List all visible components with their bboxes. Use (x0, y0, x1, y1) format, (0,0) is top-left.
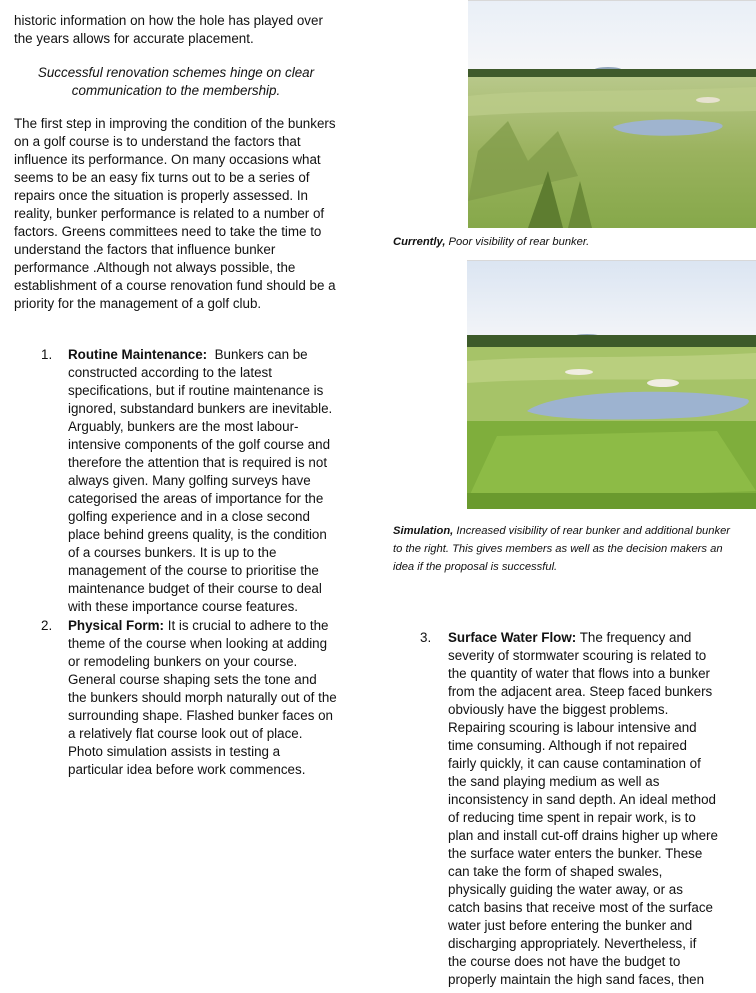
list-item-routine-maintenance (41, 346, 341, 616)
caption-text: Increased visibility of rear bunker and additional bunker to the right. This gives members as well as the decision makers an idea if the proposal is successful. (393, 525, 731, 573)
pull-quote: Successful renovation schemes hinge on clear communication to the membership. (37, 65, 315, 98)
list-item-physical-form (41, 617, 341, 787)
list-body (448, 629, 718, 989)
list-heading: Surface Water Flow: (448, 630, 577, 645)
list-number: 1. (41, 347, 53, 362)
list-number: 3. (420, 630, 432, 645)
photo-current (468, 0, 756, 228)
list-heading: Routine Maintenance: (68, 347, 208, 362)
list-number: 2. (41, 618, 53, 633)
photo-simulation (467, 260, 756, 509)
intro-continuation: historic information on how the hole has played over the years allows for accurate placement. (14, 13, 323, 46)
list-body (68, 617, 338, 779)
caption-simulation (393, 522, 733, 576)
course-photo-simulation-image (467, 261, 756, 509)
list-text: The frequency and severity of stormwater scouring is related to the quantity of water that flows into a bunker from the adjacent area. Steep faced bunkers obviously have the biggest problems. Repairing scouring is labour intensive and time consuming. Although if not repaired fairly quickly, it can cause contamination of the sand playing medium as well as inconsistency in sand depth. An ideal method of reducing time spent in repair work, is to plan and install cut-off drains higher up where the surface water enters the bunker. These can take the form of shaped swales, physically guiding the water away, or as catch basins that receive most of the surface water just before entering the bunker and discharging appropriately. Nevertheless, if the course does not have the budget to properly maintain the high sand faces, then (448, 630, 718, 987)
list-heading: Physical Form: (68, 618, 164, 633)
caption-current (393, 233, 753, 251)
list-item-surface-water-flow (420, 629, 720, 993)
caption-text: Poor visibility of rear bunker. (448, 236, 590, 248)
list-body (68, 346, 338, 616)
list-text: It is crucial to adhere to the theme of the course when looking at adding or remodeling bunkers on your course. General course shaping sets the tone and the bunkers should morph naturally out of the surrounding shape. Flashed bunker faces on a relatively flat course look out of place. Photo simulation assists in testing a particular idea before work commences. (68, 618, 337, 777)
caption-label: Currently, (393, 236, 446, 248)
course-photo-current-image (468, 1, 756, 228)
list-text: Bunkers can be constructed according to the latest specifications, but if routine maintenance is ignored, substandard bunkers are inevitable. Arguably, bunkers are the most labour-intensive components of the golf course and therefore the attention that is required is not always given. Many golfing surveys have categorised the areas of importance for the golfing experience and in a close second place behind greens quality, is the condition of a courses bunkers. It is up to the management of the course to prioritise the maintenance budget of their course to deal with these importance course features. (68, 347, 333, 614)
caption-label: Simulation, (393, 525, 454, 537)
intro-paragraph: The first step in improving the condition of the bunkers on a golf course is to understand the factors that influence its performance. On many occasions what seems to be an easy fix turns out to be a series of repairs once the situation is properly assessed. In reality, bunker performance is related to a number of factors. Greens committees need to take the time to understand the factors that influence bunker performance .Although not always possible, the establishment of a course renovation fund should be a priority for the management of a golf club. (14, 116, 336, 311)
